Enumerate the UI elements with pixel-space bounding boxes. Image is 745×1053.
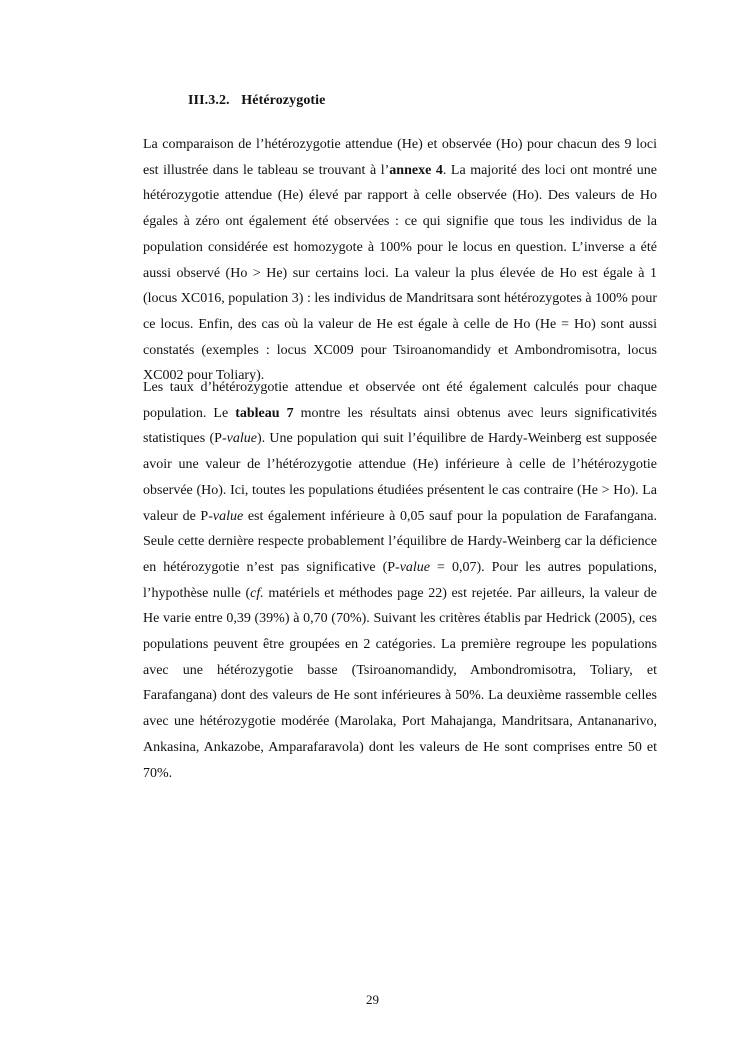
paragraph-text: = 0,07). Pour les autres populations, l’hypothèse nulle ( (143, 559, 657, 601)
paragraph-text: ). Une population qui suit l’équilibre de Hardy-Weinberg est supposée avoir une valeur de l’hétérozygotie attendue (He) inférieure à celle de l’hétérozygotie observée (Ho). Ici, toutes les populations étudiées présentent le cas contraire (He > Ho). La valeur de P- (143, 431, 657, 524)
italic-term: value (226, 431, 257, 447)
section-title: Hétérozygotie (241, 93, 326, 108)
paragraph-text: matériels et méthodes page 22) est rejetée. Par ailleurs, la valeur de He varie entre 0,39 (39%) à 0,70 (70%). Suivant les critères établis par Hedrick (2005), ces populations peuvent être groupées en 2 catégories. La première regroupe les populations avec une hétérozygotie basse (Tsiroanomandidy, Ambondromisotra, Toliary, et Farafangana) dont des valeurs de He sont inférieures à 50%. La deuxième rassemble celles avec une hétérozygotie modérée (Marolaka, Port Mahajanga, Mandritsara, Antananarivo, Ankasina, Ankazobe, Amparafaravola) dont les valeurs de He sont comprises entre 50 et 70%. (143, 585, 657, 781)
paragraph-text: Les taux d’hétérozygotie attendue et observée ont été également calculés pour chaque population. Le (143, 380, 657, 421)
italic-term: value (399, 559, 431, 575)
section-heading (188, 93, 326, 109)
paragraph-text: est également inférieure à 0,05 sauf pour la population de Farafangana. Seule cette dernière respecte probablement l’équilibre de Hardy-Weinberg car la déficience en hétérozygotie n’est pas significative (P- (143, 508, 657, 575)
paragraph-text: La comparaison de l’hétérozygotie attendue (He) et observée (Ho) pour chacun des 9 loci est illustrée dans le tableau se trouvant à l’ (143, 137, 657, 178)
paragraph-text: . La majorité des loci ont montré une hétérozygotie attendue (He) élevé par rapport à celle observée (Ho). Des valeurs de Ho égales à zéro ont également été observées : ce qui signifie que tous les individus de la population considérée est homozygote à 100% pour le locus en question. L’inverse a été aussi observé (Ho > He) sur certains loci. La valeur la plus élevée de Ho est égale à 1 (locus XC016, population 3) : les individus de Mandritsara sont hétérozygotes à 100% pour ce locus. Enfin, des cas où la valeur de He est égale à celle de Ho (He = Ho) sont aussi constatés (exemples : locus XC009 pour Tsiroanomandidy et Ambondromisotra, locus XC002 pour Toliary). (143, 162, 657, 384)
paragraph-heterozygosity-populations (143, 375, 657, 786)
italic-term: value (212, 508, 244, 524)
section-number: III.3.2. (188, 93, 230, 108)
paragraph-text: montre les résultats ainsi obtenus avec leurs significativités statistiques (P- (143, 405, 657, 447)
annex-reference: annexe 4 (389, 162, 443, 178)
table-reference: tableau 7 (235, 405, 294, 421)
paragraph-heterozygosity-loci (143, 132, 657, 389)
italic-term: cf. (250, 585, 264, 601)
page-number: 29 (366, 992, 379, 1007)
